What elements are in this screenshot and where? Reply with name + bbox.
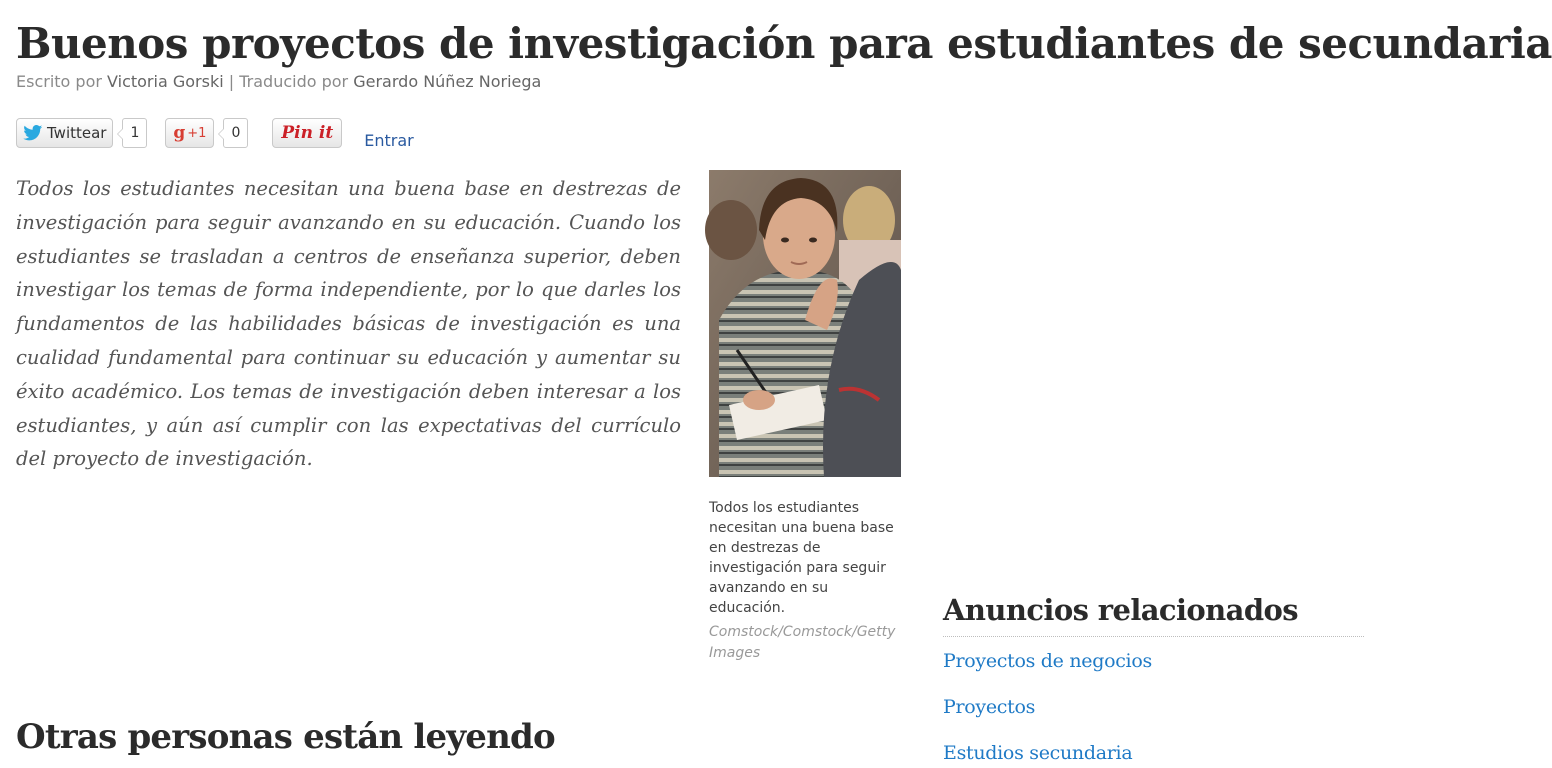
written-by-label: Escrito por bbox=[16, 72, 102, 91]
related-link-estudios-secundaria[interactable]: Estudios secundaria bbox=[943, 742, 1133, 764]
pinterest-button[interactable] bbox=[272, 118, 342, 148]
related-ads-title: Anuncios relacionados bbox=[943, 590, 1364, 637]
article-photo[interactable] bbox=[709, 170, 901, 477]
related-link-proyectos[interactable]: Proyectos bbox=[943, 696, 1036, 718]
photo-caption: Todos los estudiantes necesitan una buena base en destrezas de investigación para seguir avanzando en su educación. bbox=[709, 500, 894, 616]
gplus-count: 0 bbox=[223, 118, 248, 148]
photo-credit: Comstock/Comstock/Getty Images bbox=[709, 624, 896, 661]
article-intro: Todos los estudiantes necesitan una buena base en destrezas de investigación para seguir avanzando en su educación. Cuando los estudiantes se trasladan a centros de enseñanza superior, deben investigar los temas de forma independiente, por lo que darles los fundamentos de las habilidades básicas de investigación es una cualidad fundamental para continuar su educación y aumentar su éxito académico. Los temas de investigación deben interesar a los estudiantes, y aún así cumplir con las expectativas del currículo del proyecto de investigación. bbox=[16, 177, 681, 471]
related-link-proyectos-negocios[interactable]: Proyectos de negocios bbox=[943, 650, 1152, 672]
gplus-button[interactable] bbox=[165, 118, 214, 148]
twitter-bird-icon bbox=[23, 125, 43, 141]
author-name[interactable]: Victoria Gorski bbox=[107, 72, 224, 91]
social-share-bar bbox=[16, 117, 414, 149]
pinterest-label: Pin it bbox=[281, 123, 334, 143]
student-photo-illustration bbox=[709, 170, 901, 477]
byline bbox=[16, 72, 541, 91]
login-link[interactable]: Entrar bbox=[364, 130, 414, 150]
article-title: Buenos proyectos de investigación para estudiantes de secundaria bbox=[16, 19, 1552, 68]
translated-by-label: Traducido por bbox=[239, 72, 349, 91]
others-reading-title: Otras personas están leyendo bbox=[16, 717, 555, 757]
twitter-share-button[interactable] bbox=[16, 118, 113, 148]
twitter-label: Twittear bbox=[47, 124, 107, 142]
gplus-icon: g bbox=[173, 123, 186, 143]
translator-name[interactable]: Gerardo Núñez Noriega bbox=[353, 72, 542, 91]
byline-separator: | bbox=[228, 72, 235, 91]
twitter-count: 1 bbox=[122, 118, 147, 148]
gplus-label: +1 bbox=[187, 125, 207, 141]
